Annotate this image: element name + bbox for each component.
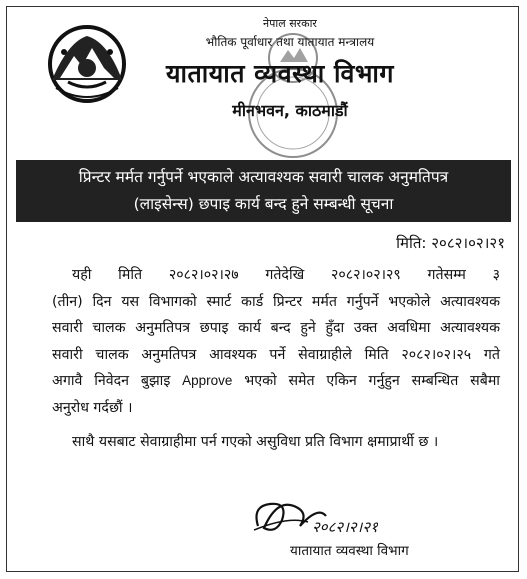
approve-word: Approve xyxy=(182,373,233,388)
body-line-3: सवारी चालक अनुमतिपत्र छपाइ कार्य बन्द हुने हुँदा उक्त अवधिमा अत्यावश्यक xyxy=(52,320,500,336)
apology-paragraph: साथै यसबाट सेवाग्राहीमा पर्न गएको असुविधा प्रति विभाग क्षमाप्रार्थी छ । xyxy=(72,434,439,450)
header-location: मीनभवन, काठमाडौं xyxy=(232,101,348,120)
notice-body xyxy=(52,262,500,421)
notice-title-line-2: (लाइसेन्स) छपाइ कार्य बन्द हुने सम्बन्धी सूचना xyxy=(133,195,394,213)
signature-icon xyxy=(248,486,378,542)
body-line-2: (तीन) दिन यस विभागको स्मार्ट कार्ड प्रिन्टर मर्मत गर्नुपर्ने भएकोले अत्यावश्यक xyxy=(52,293,500,310)
notice-title-banner xyxy=(16,160,511,222)
notice-date: मिति: २०८२।०२।२१ xyxy=(396,234,505,252)
government-emblem-icon xyxy=(38,22,136,106)
notice-title-line-1: प्रिन्टर मर्मत गर्नुपर्ने भएकाले अत्यावश्यक सवारी चालक अनुमतिपत्र xyxy=(78,168,449,186)
signature-date: २०८२।२।२१ xyxy=(312,518,378,536)
body-line-1: यही मिति २०८२।०२।२७ गतेदेखि २०८२।०२।२९ गतेसम्म ३ xyxy=(72,267,500,283)
body-line-5: अगावै निवेदन बुझाइ Approve भएको समेत एकिन गर्नुहुन सम्बन्धित सबैमा xyxy=(52,373,500,389)
body-line-6: अनुरोध गर्दछौं । xyxy=(52,399,133,416)
signer-label: यातायात व्यवस्था विभाग xyxy=(290,543,409,559)
body-line-4: सवारी चालक अनुमतिपत्र आवश्यक पर्ने सेवाग्राहीले मिति २०८२।०२।२५ गते xyxy=(52,346,500,363)
header-department-title: यातायात व्यवस्था विभाग xyxy=(166,59,394,88)
header-ministry-label: भौतिक पूर्वाधार तथा यातायात मन्त्रालय xyxy=(205,35,375,49)
header-government-label: नेपाल सरकार xyxy=(263,17,317,30)
